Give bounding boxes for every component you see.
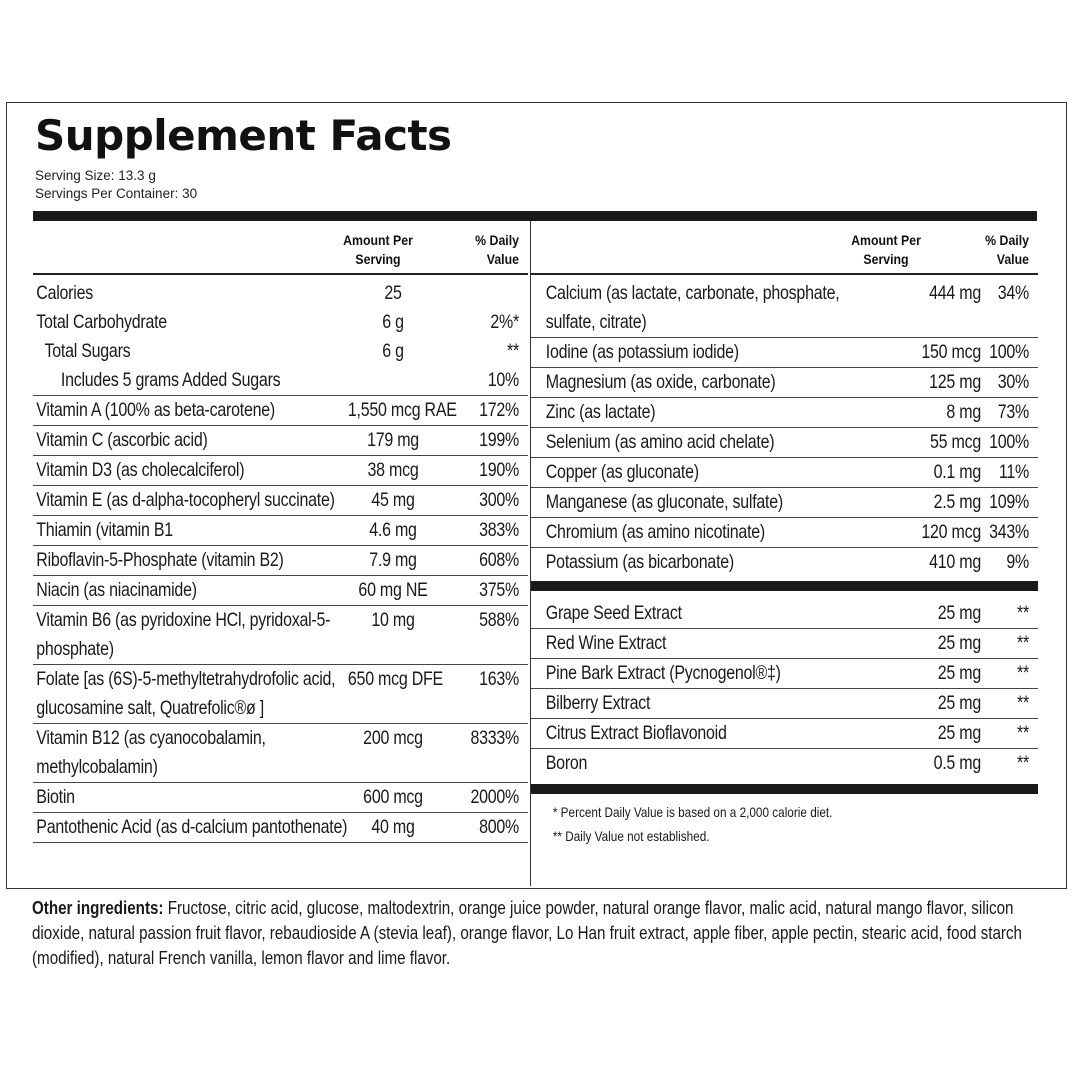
nutrient-amount: 0.5 mg [933,752,981,774]
table-row [531,279,1038,338]
nutrient-amount: 60 mg NE [358,579,428,601]
table-row [33,546,528,576]
nutrient-daily-value: 199% [479,429,519,451]
nutrient-name: Copper (as gluconate) [545,461,699,483]
nutrient-name: Bilberry Extract [545,692,651,714]
nutrient-daily-value: 11% [998,461,1029,483]
table-row [531,548,1038,577]
nutrient-daily-value: 30% [997,371,1029,393]
table-row [531,719,1038,749]
nutrient-amount: 45 mg [371,489,415,511]
table-row [33,724,528,783]
page-title: Supplement Facts [35,111,452,160]
table-row [33,516,528,546]
nutrient-name: Includes 5 grams Added Sugars [60,369,281,391]
serving-info [35,167,197,203]
nutrient-amount: 10 mg [371,609,415,631]
nutrient-daily-value: 10% [487,369,519,391]
nutrient-daily-value: 343% [989,521,1029,543]
table-row [33,456,528,486]
nutrient-amount: 410 mg [929,551,981,573]
nutrient-daily-value: 588% [479,609,519,631]
nutrient-amount: 6 g [382,340,404,362]
nutrient-name: Pantothenic Acid (as d-calcium pantothenate) [36,816,348,838]
nutrient-amount: 650 mcg DFE [347,668,443,690]
other-ingredients-text: Fructose, citric acid, glucose, maltodextrin, orange juice powder, natural orange flavor, malic acid, natural mango flavor, silicon dioxide, natural passion fruit flavor, rebaudioside A (stevia leaf), orange flavor, Lo Han fruit extract, apple fiber, apple pectin, stearic acid, food starch (modified), natural French vanilla, lemon flavor and lime flavor. [32,897,1022,968]
nutrient-amount: 150 mcg [921,341,981,363]
nutrient-daily-value: 800% [479,816,519,838]
table-row [531,368,1038,398]
table-row [531,338,1038,368]
left-column-header [33,221,528,275]
table-row [531,689,1038,719]
table-row [531,398,1038,428]
nutrient-amount: 444 mg [929,282,981,304]
nutrient-name: Vitamin E (as d-alpha-tocopheryl succinate) [36,489,335,511]
table-row [33,337,528,366]
nutrient-amount: 38 mcg [367,459,419,481]
table-row [33,665,528,724]
nutrient-daily-value: 100% [989,341,1029,363]
table-row [531,488,1038,518]
right-mineral-table [531,279,1038,577]
nutrient-amount: 179 mg [367,429,419,451]
table-row [33,576,528,606]
nutrient-amount: 120 mcg [921,521,981,543]
daily-value-header: % Daily Value [475,232,519,267]
nutrient-name: Calcium (as lactate, carbonate, phosphate, sulfate, citrate) [545,282,840,333]
nutrient-daily-value: ** [1017,692,1029,714]
amount-header: Amount Per Serving [343,232,413,267]
nutrient-name: Boron [545,752,588,774]
table-row [33,279,528,308]
nutrient-daily-value: 608% [479,549,519,571]
nutrient-daily-value: 109% [989,491,1029,513]
table-row [531,659,1038,689]
nutrient-name: Vitamin B6 (as pyridoxine HCl, pyridoxal-5-phosphate) [36,609,331,660]
table-row [531,629,1038,659]
serving-size: Serving Size: 13.3 g [35,168,156,183]
nutrient-amount: 25 mg [937,692,981,714]
nutrient-name: Biotin [36,786,75,808]
nutrient-name: Manganese (as gluconate, sulfate) [545,491,783,513]
nutrient-daily-value: 2%* [490,311,519,333]
table-row [531,428,1038,458]
table-row [531,458,1038,488]
nutrient-amount: 125 mg [929,371,981,393]
other-ingredients [32,895,1062,970]
top-divider-bar [33,211,1037,221]
nutrient-daily-value: ** [1017,662,1029,684]
nutrient-name: Total Carbohydrate [36,311,167,333]
nutrient-daily-value: ** [1017,722,1029,744]
nutrient-name: Magnesium (as oxide, carbonate) [545,371,776,393]
daily-value-header: % Daily Value [985,232,1029,267]
middle-divider-bar [531,581,1038,591]
extract-table [531,599,1038,778]
nutrient-amount: 2.5 mg [933,491,981,513]
nutrient-name: Potassium (as bicarbonate) [545,551,735,573]
nutrient-daily-value: ** [507,340,519,362]
nutrient-amount: 25 mg [937,602,981,624]
table-row [33,308,528,337]
footnote-percent-dv: * Percent Daily Value is based on a 2,000 calorie diet. [552,804,833,820]
nutrient-daily-value: ** [1017,752,1029,774]
nutrient-name: Thiamin (vitamin B1 [36,519,173,541]
nutrient-daily-value: 100% [989,431,1029,453]
nutrient-name: Citrus Extract Bioflavonoid [545,722,727,744]
left-nutrient-table [33,279,528,843]
nutrient-amount: 600 mcg [363,786,423,808]
table-row [531,749,1038,778]
nutrient-name: Vitamin D3 (as cholecalciferol) [36,459,245,481]
nutrient-name: Calories [36,282,93,304]
table-row [33,813,528,843]
table-row [33,606,528,665]
nutrient-name: Pine Bark Extract (Pycnogenol®‡) [545,662,781,684]
table-row [33,486,528,516]
nutrient-daily-value: 300% [479,489,519,511]
nutrient-amount: 25 mg [937,722,981,744]
right-column [530,221,1038,886]
nutrient-daily-value: 190% [479,459,519,481]
table-row [33,783,528,813]
nutrient-daily-value: 8333% [470,727,519,749]
table-row [33,426,528,456]
nutrient-daily-value: 34% [997,282,1029,304]
nutrient-daily-value: 172% [479,399,519,421]
nutrient-daily-value: 9% [1006,551,1029,573]
nutrient-name: Vitamin C (ascorbic acid) [36,429,208,451]
nutrient-amount: 8 mg [946,401,981,423]
nutrient-daily-value: 73% [997,401,1029,423]
table-row [33,396,528,426]
table-row [531,599,1038,629]
nutrient-daily-value: 383% [479,519,519,541]
supplement-facts-panel [6,102,1067,889]
nutrient-name: Niacin (as niacinamide) [36,579,197,601]
nutrient-amount: 0.1 mg [933,461,981,483]
servings-per-container: Servings Per Container: 30 [35,186,198,201]
nutrient-daily-value: 2000% [470,786,519,808]
nutrient-daily-value: 375% [479,579,519,601]
nutrient-amount: 40 mg [371,816,415,838]
nutrient-amount: 200 mcg [363,727,423,749]
nutrient-name: Vitamin B12 (as cyanocobalamin, methylcobalamin) [36,727,266,778]
nutrient-name: Riboflavin-5-Phosphate (vitamin B2) [36,549,284,571]
nutrient-daily-value: 163% [479,668,519,690]
nutrient-daily-value: ** [1017,602,1029,624]
nutrient-daily-value: ** [1017,632,1029,654]
other-ingredients-label: Other ingredients: [32,897,164,918]
left-column [33,221,528,843]
footnotes [531,794,957,848]
nutrient-amount: 6 g [382,311,404,333]
nutrient-amount: 25 mg [937,632,981,654]
nutrient-amount: 7.9 mg [369,549,417,571]
nutrient-name: Grape Seed Extract [545,602,682,624]
nutrient-amount: 4.6 mg [369,519,417,541]
nutrient-amount: 1,550 mcg RAE [347,399,457,421]
nutrient-name: Folate [as (6S)-5-methyltetrahydrofolic acid, glucosamine salt, Quatrefolic®ø ] [36,668,336,719]
amount-header: Amount Per Serving [851,232,921,267]
footnote-dv-not-established: ** Daily Value not established. [552,828,710,844]
nutrient-amount: 25 [384,282,402,304]
nutrient-name: Vitamin A (100% as beta-carotene) [36,399,275,421]
nutrient-name: Chromium (as amino nicotinate) [545,521,765,543]
table-row [33,366,528,396]
nutrient-name: Selenium (as amino acid chelate) [545,431,775,453]
right-column-header [531,221,1038,275]
nutrient-name: Total Sugars [44,340,131,362]
nutrient-name: Red Wine Extract [545,632,667,654]
table-row [531,518,1038,548]
nutrient-amount: 25 mg [937,662,981,684]
nutrient-amount: 55 mcg [930,431,981,453]
nutrient-name: Zinc (as lactate) [545,401,656,423]
bottom-divider-bar [531,784,1038,794]
nutrient-name: Iodine (as potassium iodide) [545,341,739,363]
